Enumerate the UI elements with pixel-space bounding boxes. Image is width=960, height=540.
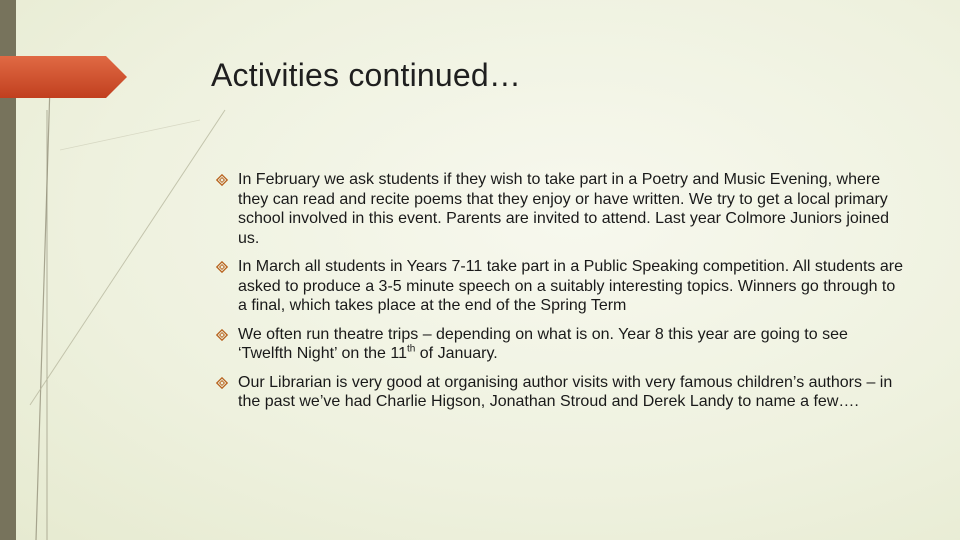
bullet-text: In February we ask students if they wish to take part in a Poetry and Music Evening, where they can read and recite poems that they enjoy or have written. We try to get a local primary school involved in this event. Parents are invited to attend. Last year Colmore Juniors joined us. [238,171,890,247]
bullet-item-theatre [216,325,906,364]
diamond-outline-icon [216,329,228,341]
bullet-text: Our Librarian is very good at organising author visits with very famous children’s authors – in the past we’ve had Charlie Higson, Jonathan Stroud and Derek Landy to name a few…. [238,373,893,410]
slide-title: Activities continued… [211,57,522,93]
bullet-text-end: of January. [415,345,498,362]
diamond-outline-icon [216,174,228,186]
bullet-text: In March all students in Years 7-11 take part in a Public Speaking competition. All students are asked to produce a 3-5 minute speech on a suitably interesting topics. Winners go through to a final, which takes place at the end of the Spring Term [238,258,903,314]
bullet-item-february [216,170,906,248]
bullet-item-librarian [216,373,906,412]
diamond-outline-icon [216,377,228,389]
bullet-item-march [216,257,906,316]
bullet-list [216,170,906,421]
bullet-text: We often run theatre trips – depending on what is on. Year 8 this year are going to see ‘Twelfth Night’ on the 11 [238,325,848,362]
bullet-superscript: th [406,343,416,355]
diamond-outline-icon [216,261,228,273]
title-accent-arrow [0,56,130,98]
